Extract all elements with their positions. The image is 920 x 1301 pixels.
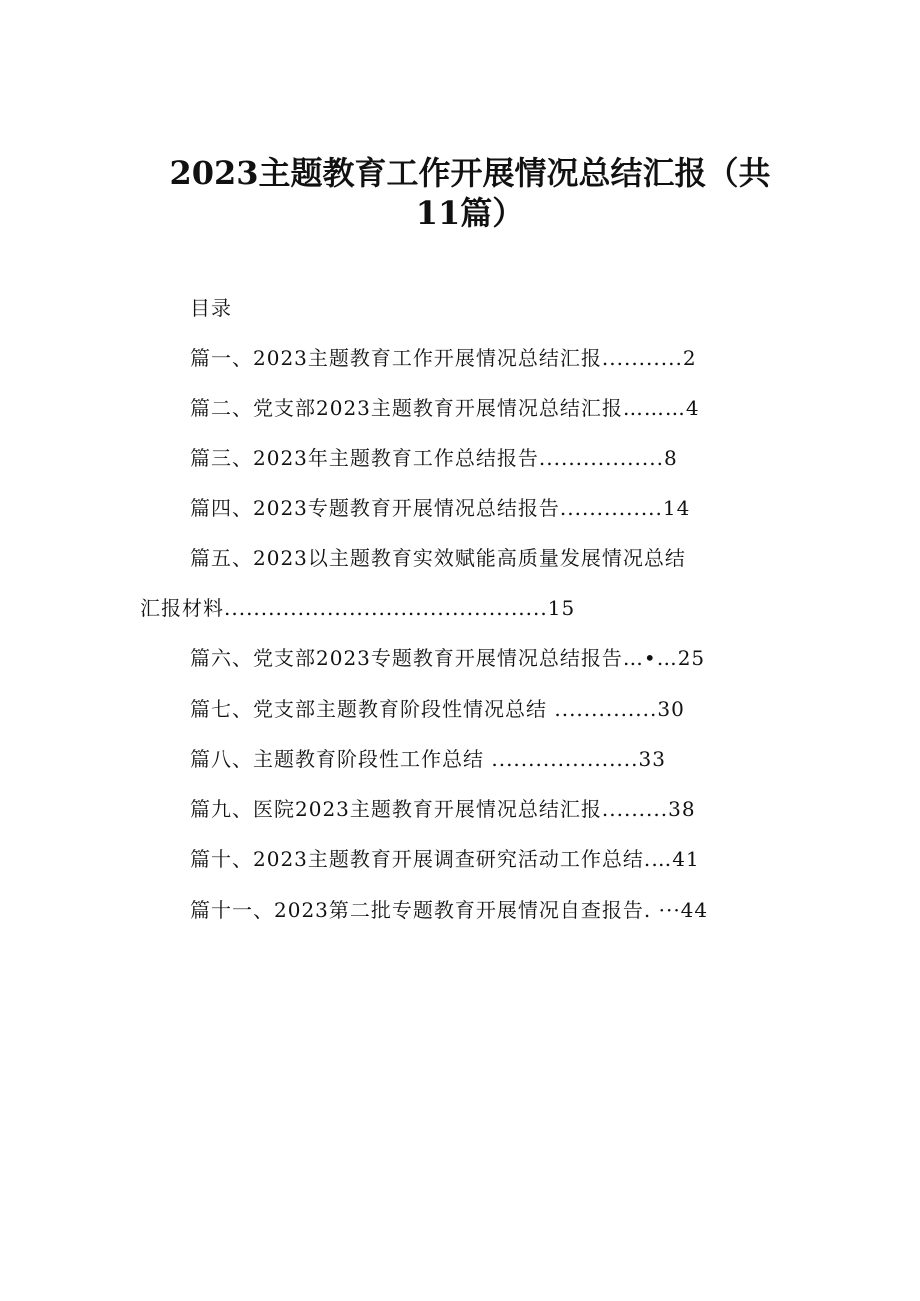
toc-entry[interactable]: 篇十、2023主题教育开展调查研究活动工作总结.…41	[190, 847, 700, 871]
toc-entry[interactable]: 篇六、党支部2023专题教育开展情况总结报告…•…25	[190, 646, 706, 670]
toc-entry[interactable]: 篇八、主题教育阶段性工作总结 ....................33	[190, 747, 666, 771]
toc-entry[interactable]: 篇一、2023主题教育工作开展情况总结汇报...........2	[190, 346, 697, 370]
toc-entry[interactable]: 篇七、党支部主题教育阶段性情况总结 ..............30	[190, 697, 685, 721]
toc-entry[interactable]: 篇三、2023年主题教育工作总结报告.................8	[190, 446, 678, 470]
document-title-line-2: 11篇）	[415, 194, 525, 232]
toc-entry[interactable]: 篇四、2023专题教育开展情况总结报告..............14	[190, 496, 691, 520]
toc-entry[interactable]: 篇九、医院2023主题教育开展情况总结汇报.........38	[190, 797, 696, 821]
document-title-line-1: 2023主题教育工作开展情况总结汇报（共	[169, 154, 771, 192]
toc-entry-continuation[interactable]: 汇报材料............................................15	[140, 596, 576, 620]
toc-entry[interactable]: 篇十一、2023第二批专题教育开展情况自查报告. ···44	[190, 898, 709, 922]
toc-entry[interactable]: 篇二、党支部2023主题教育开展情况总结汇报………4	[190, 396, 700, 420]
toc-heading: 目录	[190, 296, 232, 320]
toc-entry[interactable]: 篇五、2023以主题教育实效赋能高质量发展情况总结	[190, 546, 686, 570]
